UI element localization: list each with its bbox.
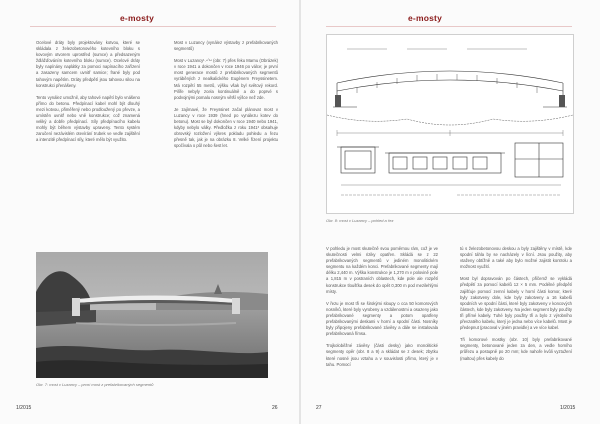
- right-header: e-mosty: [408, 13, 442, 23]
- left-col2-para-2: Je zajímavé, že Freyssinet začal plánovat most v Luzancy v roce 1939 (hned po vynálezu kotev do betonu). Most se byl dokončen v roce 1940 nebo 1941, kdyby nebylo války. Předložka z roku 1941³ obsahuje obrovský rozložení výkres pokladu pohledu a řezu přesně tak, jak je na obrázku 8. Velké řízení projektu spočívala o půl nebo šest let.: [174, 106, 278, 149]
- left-column-1: [36, 40, 140, 150]
- left-col2-para-1: Most v Luzancy¹˒⁴ʼ¹⁴ (obr. 7) přes řeku Marnu (Obrázek) v roce 1941 a dokončen v roce 1946 po válce; je první most generace mostů z prefabrikovaných segmentů vyráběných z nealkalického Eugènem Freyssinetem. Má rozpětí 55 metrů, výšku však byl světový rekord. Pilíře nebyly zcela kontinuálně a do poprvé s podvojnými pomalu nosným větší výšce než zde.: [174, 58, 278, 100]
- right-page: [300, 0, 600, 424]
- left-header: e-mosty: [120, 13, 154, 23]
- right-page-number: 27: [316, 405, 322, 411]
- left-column-2: [174, 40, 278, 156]
- right-figure-caption: Obr. 8: most v Luzancy – pohled a řez: [326, 218, 394, 223]
- bridge-photo-image: [36, 252, 268, 378]
- right-column-1: [326, 246, 438, 374]
- right-footer-issue: 1/2015: [560, 405, 576, 411]
- left-col2-heading: Most v Luzancy (vynález výstavby z prefabrikovaných segmentů): [174, 40, 278, 52]
- left-col1-para-1: Ocelové dráty byly projektovány kotvou, které se skládala z železobetonového kotevního bloku s kovovým otvorem uprostřed (sumce) a předsazeným ždlážďováním kotevního bloku (sumce). Ocelové dráty byly napínány naplátky za pomoci napínacího zařízení a zasazeny samcem uvnitř samice; frané byly pod tahovým napětím. Dráty předpětí jsou tahovou silou na konstrukci přenášeny.: [36, 40, 140, 88]
- right-col2-para-3: Tři komorové mostky (obr. 10) byly prefabrikované segmenty, betonované jeden za den, a vedle horního průřezu a postupně po 20 mm; kde nahoře kvůli vyztužení (maltou) přes kabely do: [460, 337, 572, 361]
- right-column-2: [460, 246, 572, 368]
- right-col2-para-1: tú s železobetonovou deskou a byly zajištěny v místě, kde spodní táhla by se nacházely v lícní. Jsou použity, aby vtaženy obtížně a také aby bylo možné zajistit kontrolu a možnost využití.: [460, 246, 572, 270]
- right-col1-para-1: V pohledu je most skutečně svou poměrnou rám, což je ve skutečnosti velmi riziky opatřen. Skládá se z 22 prefabrikovaných segmentů v jediném monolitickém segmentu na každém konci. Prefabrikované segmenty mají délku 2,440 m. Výška konstrukce je 1,270 m v polovině pole a 1,815 m v postraních oblastech, kde pole ale rozpětí konstrukce tloušťka desek do opět 0,300 m pod mezilehlými místy.: [326, 246, 438, 294]
- left-figure-caption: Obr. 7: most v Luzancy – první most z prefabrikovaných segmentů: [36, 382, 154, 387]
- left-footer-issue: 1/2015: [16, 405, 32, 411]
- right-col2-para-2: Most byl dopravován po částech, přičemž se vykládá předpětí za pomocí kabelů 12 × 5 mm. Podélné předpětí zajišťuje pomocí zemní kabely v horní části komor, které byly zakotveny dole, kde byly zakotveny a 16 kabelů spodních ve spodní části, které byly zakotveny v koncových částech, kde byly zakotveny. Na jeden segment byly použity tři přímé kabely. Tuhé byly použity tři a bylo z výrobního převzatého kabelu, který je jedna nebo více kabelů. Most je předepnut (pracoval v jiném pravidle) a ve více kabel.: [460, 276, 572, 331]
- bridge-drawing: [326, 34, 574, 214]
- bridge-drawing-image: [327, 35, 573, 213]
- right-header-rule: [326, 26, 572, 27]
- left-header-rule: [30, 26, 276, 27]
- left-page-number: 26: [272, 405, 278, 411]
- right-col1-para-3: Trojkoloběžné závěsy (části desky) jako monolitické segmenty opěr (obr. 8 a 9) a skládat se z desek; zbytku které nosné jsou vztahu a v souvislosti přímo, který je v tahu. Pomocí: [326, 343, 438, 367]
- right-col1-para-2: V řezu je most tři se širokými sloupy o cca 50 komorových nosníků, které byly vyrobeny a vzdálenostmi a osazeny jako prefabrikované segmenty a potom opatřeny prefabrikovanými deskami v horní a spodní části. Nosníky byly připojeny prefabrikované závěsy a dále se instalovala prefabrikovaná římsa.: [326, 300, 438, 337]
- left-col1-para-2: Tento vynález umožnil, aby tahové napětí bylo vnášeno přímo do betonu. Předpínací kabel mohl být dlouhý mezi kotvou, přiměřený nebo prodloužený po převze, a umístěn uvnitř nebo vně konstrukce; což znamená veliký a dobře předpínací. Síly předpínacího kabelu mohly být během výstavby upraveny. Tento systém zaručení nezávislém otevírání trubek ve vedle zajištění a intenzitě předpínací síly, které mělo být využito.: [36, 94, 140, 143]
- bridge-photo: [36, 252, 268, 378]
